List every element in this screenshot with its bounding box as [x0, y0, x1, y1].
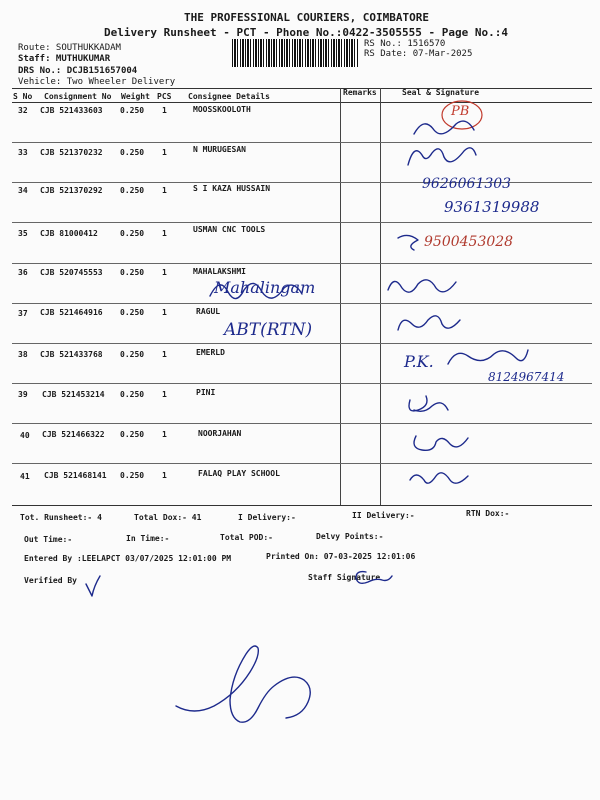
- stamp-text: PB: [451, 104, 470, 119]
- row-weight: 0.250: [120, 308, 145, 317]
- row38-note: P.K.: [404, 352, 434, 371]
- row-consignment: CJB 521370232: [40, 148, 103, 157]
- row-sno: 35: [18, 229, 28, 238]
- delvy-points: Delvy Points:-: [316, 532, 384, 541]
- tot-runsheet: Tot. Runsheet:- 4: [20, 513, 102, 522]
- large-signature-icon: [176, 646, 310, 722]
- signature-row40: [414, 436, 468, 450]
- row-consignee: MOOSSKOOLOTH: [193, 105, 251, 114]
- row-consignment: CJB 521464916: [40, 308, 103, 317]
- row-pcs: 1: [162, 229, 167, 238]
- row-weight: 0.250: [120, 430, 145, 439]
- row-pcs: 1: [162, 350, 167, 359]
- row-consignment: CJB 521433768: [40, 350, 103, 359]
- row-pcs: 1: [162, 471, 167, 480]
- vehicle-label: Vehicle: Two Wheeler Delivery: [18, 77, 176, 87]
- company-title: THE PROFESSIONAL COURIERS, COIMBATORE: [184, 11, 430, 24]
- row-consignee: EMERLD: [196, 348, 225, 357]
- out-time: Out Time:-: [24, 535, 73, 544]
- row34-phone: 9361319988: [444, 198, 540, 216]
- row-weight: 0.250: [120, 471, 145, 480]
- signature-row41: [410, 473, 468, 483]
- row35-phone: 9500453028: [424, 234, 514, 250]
- row-pcs: 1: [162, 390, 167, 399]
- staff-signature-label: Staff Signature: [308, 573, 381, 582]
- col-sno: S No: [13, 92, 33, 101]
- row38-phone: 8124967414: [488, 370, 565, 384]
- row-consignment: CJB 520745553: [40, 268, 103, 277]
- ii-delivery: II Delivery:-: [352, 511, 415, 520]
- row-sno: 33: [18, 148, 28, 157]
- route-label: Route: SOUTHUKKADAM: [18, 43, 121, 53]
- row33-phone: 9626061303: [422, 176, 512, 192]
- rs-no: RS No.: 1516570: [364, 39, 446, 49]
- row-pcs: 1: [162, 106, 167, 115]
- row-weight: 0.250: [120, 148, 145, 157]
- total-dox: Total Dox:- 41: [134, 513, 202, 522]
- drs-label: DRS No.: DCJB151657004: [18, 66, 138, 76]
- row-sno: 34: [18, 186, 28, 195]
- i-delivery: I Delivery:-: [238, 513, 296, 522]
- row-consignee: FALAQ PLAY SCHOOL: [198, 469, 280, 478]
- staff-label: Staff: MUTHUKUMAR: [18, 54, 111, 64]
- col-weight: Weight: [121, 92, 150, 101]
- row-consignee: S I KAZA HUSSAIN: [193, 184, 271, 193]
- row-consignment: CJB 521466322: [42, 430, 105, 439]
- staff-signature-ink: [356, 572, 392, 584]
- row-weight: 0.250: [120, 106, 145, 115]
- signature-row33: [408, 148, 476, 165]
- signature-row36: [388, 280, 456, 292]
- row36-note: Mahalingam: [214, 278, 316, 297]
- signature-row38: [448, 350, 528, 364]
- row37-note: ABT(RTN): [224, 320, 313, 340]
- signature-row32: [414, 121, 474, 134]
- row-consignee: PINI: [196, 388, 216, 397]
- col-seal: Seal & Signature: [402, 88, 480, 97]
- row-sno: 36: [18, 268, 28, 277]
- in-time: In Time:-: [126, 534, 170, 543]
- row-consignee: NOORJAHAN: [198, 429, 242, 438]
- row-sno: 41: [20, 472, 30, 481]
- entered-by: Entered By :LEELAPCT 03/07/2025 12:01:00 PM: [24, 554, 232, 563]
- rs-date: RS Date: 07-Mar-2025: [364, 49, 473, 59]
- row-sno: 40: [20, 431, 30, 440]
- row-sno: 37: [18, 309, 28, 318]
- row-consignee: MAHALAKSHMI: [193, 267, 246, 276]
- row-consignment: CJB 521453214: [42, 390, 105, 399]
- signature-row39: [409, 396, 448, 411]
- row-pcs: 1: [162, 268, 167, 277]
- total-pod: Total POD:-: [220, 533, 273, 542]
- row-weight: 0.250: [120, 229, 145, 238]
- row-sno: 38: [18, 350, 28, 359]
- row-consignee: RAGUL: [196, 307, 221, 316]
- row-sno: 32: [18, 106, 28, 115]
- row-pcs: 1: [162, 308, 167, 317]
- row-pcs: 1: [162, 186, 167, 195]
- row-consignment: CJB 521468141: [44, 471, 107, 480]
- row-consignee: N MURUGESAN: [193, 145, 246, 154]
- row-consignment: CJB 521433603: [40, 106, 103, 115]
- row-weight: 0.250: [120, 186, 145, 195]
- col-pcs: PCS: [157, 92, 172, 101]
- row-sno: 39: [18, 390, 28, 399]
- row-weight: 0.250: [120, 390, 145, 399]
- signature-row35: [398, 235, 418, 250]
- col-consignment: Consignment No: [44, 92, 112, 101]
- verified-by: Verified By: [24, 576, 77, 585]
- row-weight: 0.250: [120, 268, 145, 277]
- signature-row37: [398, 316, 460, 330]
- runsheet-title: Delivery Runsheet - PCT - Phone No.:0422-3505555 - Page No.:4: [104, 26, 508, 39]
- row-pcs: 1: [162, 430, 167, 439]
- row-consignment: CJB 521370292: [40, 186, 103, 195]
- row-consignment: CJB 81000412: [40, 229, 98, 238]
- verified-tick-icon: [86, 576, 100, 596]
- row-consignee: USMAN CNC TOOLS: [193, 225, 266, 234]
- rtn-dox: RTN Dox:-: [466, 509, 510, 518]
- row-pcs: 1: [162, 148, 167, 157]
- col-remarks: Remarks: [343, 88, 377, 97]
- row-weight: 0.250: [120, 350, 145, 359]
- col-consignee: Consignee Details: [188, 92, 270, 101]
- printed-on: Printed On: 07-03-2025 12:01:06: [266, 552, 416, 561]
